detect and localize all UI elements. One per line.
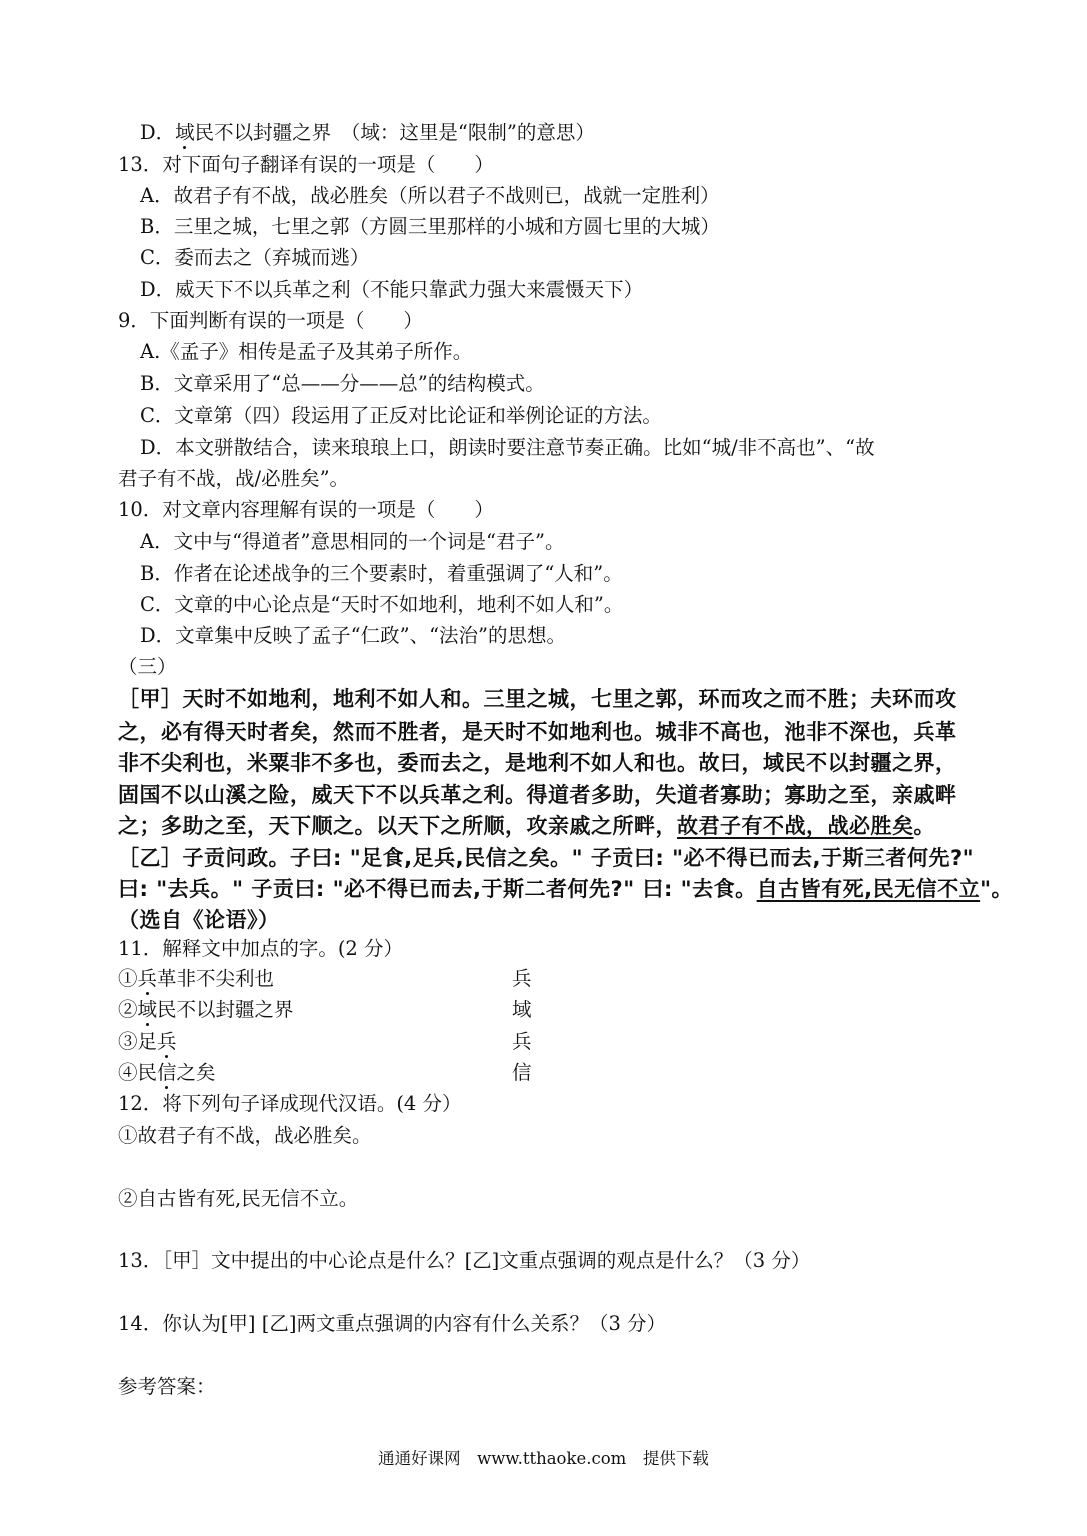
- dotted-char: 信: [157, 1061, 177, 1084]
- question-14: 14．你认为[甲] [乙]两文重点强调的内容有什么关系？（3 分）: [118, 1312, 667, 1335]
- question-12-stem: 12．将下列句子译成现代汉语。(4 分）: [118, 1092, 462, 1115]
- passage-jia-line: ［甲］天时不如地利，地利不如人和。三里之城，七里之郭，环而攻之而不胜；夫环而攻: [118, 687, 957, 711]
- prev-option-d: D．域民不以封疆之界 （域：这里是“限制”的意思）: [140, 121, 595, 144]
- q9-option-d: D．本文骈散结合，读来琅琅上口，朗读时要注意节奏正确。比如“城/非不高也”、“故: [140, 436, 875, 459]
- q9-option-c: C．文章第（四）段运用了正反对比论证和举例论证的方法。: [140, 404, 662, 427]
- q11-answer-char: 域: [512, 998, 532, 1021]
- q13-option-a: A．故君子有不战，战必胜矣（所以君子不战则已，战就一定胜利）: [140, 184, 720, 207]
- section-3-heading: （三）: [118, 655, 177, 678]
- question-13-stem: 13．对下面句子翻译有误的一项是（ ）: [118, 153, 494, 176]
- passage-jia-line: 之，必有得天时者矣，然而不胜者，是天时不如地利也。城非不高也，池非不深也，兵革: [118, 720, 957, 744]
- q12-item: ①故君子有不战，战必胜矣。: [118, 1124, 372, 1147]
- passage-jia-line: 非不尖利也，米粟非不多也，委而去之，是地利不如人和也。故曰，域民不以封疆之界，: [118, 751, 957, 775]
- q10-option-b: B．作者在论述战争的三个要素时，着重强调了“人和”。: [140, 562, 623, 585]
- passage-yi-line: ［乙］子贡问政。子曰: "足食,足兵,民信之矣。" 子贡曰: "必不得已而去,于斯三者何先?": [118, 846, 975, 870]
- q10-option-a: A．文中与“得道者”意思相同的一个词是“君子”。: [140, 530, 565, 553]
- q13-option-b: B．三里之城，七里之郭（方圆三里那样的小城和方圆七里的大城）: [140, 215, 720, 238]
- answer-heading: 参考答案：: [118, 1375, 216, 1398]
- dotted-char: 域: [175, 121, 195, 144]
- q9-option-a: A.《孟子》相传是孟子及其弟子所作。: [140, 340, 473, 363]
- question-13: 13．［甲］文中提出的中心论点是什么？[乙]文重点强调的观点是什么？（3 分）: [118, 1249, 811, 1272]
- q11-answer-char: 信: [512, 1061, 532, 1084]
- question-11-stem: 11．解释文中加点的字。(2 分）: [118, 937, 404, 960]
- q11-answer-char: 兵: [512, 1030, 532, 1053]
- q11-item: ②域民不以封疆之界 域: [118, 998, 532, 1021]
- passage-jia-line: 固国不以山溪之险，威天下不以兵革之利。得道者多助，失道者寡助；寡助之至，亲戚畔: [118, 783, 957, 807]
- q11-item: ①兵革非不尖利也 兵: [118, 967, 532, 990]
- dotted-char: 域: [137, 998, 158, 1021]
- underlined-sentence: 自古皆有死,民无信不立: [756, 877, 981, 901]
- q9-option-d-cont: 君子有不战，战/必胜矣”。: [118, 467, 350, 490]
- q13-option-c: C．委而去之（弃城而逃）: [140, 246, 370, 269]
- q10-option-d: D．文章集中反映了孟子“仁政”、“法治”的思想。: [140, 624, 567, 647]
- dotted-char: 兵: [157, 1030, 177, 1053]
- question-9-stem: 9．下面判断有误的一项是（ ）: [118, 309, 423, 332]
- q9-option-b: B．文章采用了“总——分——总”的结构模式。: [140, 372, 545, 395]
- page-footer: 通通好课网 www.tthaoke.com 提供下载: [378, 1449, 709, 1468]
- q13-option-d: D．威天下不以兵革之利（不能只靠武力强大来震慑天下）: [140, 278, 644, 301]
- underlined-sentence: 故君子有不战，战必胜矣: [677, 814, 914, 838]
- q11-item: ③足兵 兵: [118, 1030, 532, 1053]
- passage-source: （选自《论语》）: [118, 908, 280, 932]
- q11-answer-char: 兵: [512, 967, 532, 990]
- q10-option-c: C．文章的中心论点是“天时不如地利，地利不如人和”。: [140, 593, 624, 616]
- q12-item: ②自古皆有死,民无信不立。: [118, 1187, 359, 1210]
- q11-item: ④民信之矣 信: [118, 1061, 532, 1084]
- passage-jia-line: 之；多助之至，天下顺之。以天下之所顺，攻亲戚之所畔，故君子有不战，战必胜矣。: [118, 814, 935, 838]
- question-10-stem: 10．对文章内容理解有误的一项是（ ）: [118, 498, 494, 521]
- passage-yi-line: 曰: "去兵。" 子贡曰: "必不得已而去,于斯二者何先?" 曰: "去食。自古皆有死,民无信不立"。: [118, 877, 1014, 901]
- dotted-char: 兵: [137, 967, 158, 990]
